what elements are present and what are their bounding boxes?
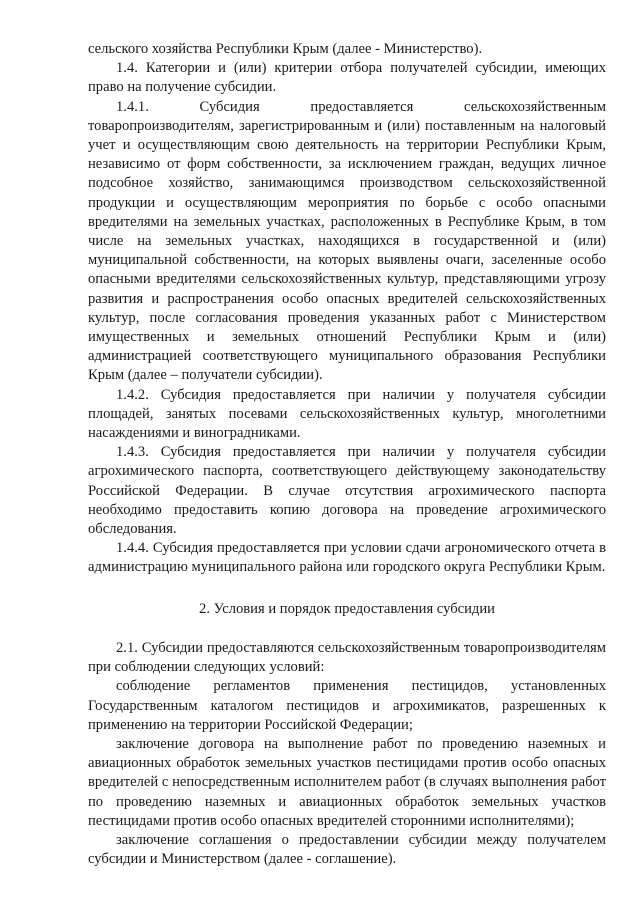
paragraph-continuation: сельского хозяйства Республики Крым (далее - Министерство).: [88, 41, 483, 57]
condition-works-contract: заключение договора на выполнение работ по проведению наземных и авиационных обработок земельных участков пестицидами против особо опасных вредителей с непосредственным исполнителем работ (в случаях выполнения работ по проведению наземных и авиационных обработок земельных участков пестицидами против особо опасных вредителей сторонними исполнителями);: [88, 735, 606, 829]
condition-subsidy-agreement: заключение соглашения о предоставлении субсидии между получателем субсидии и Министерством (далее - соглашение).: [88, 831, 606, 868]
paragraph-1-4-1: 1.4.1. Субсидия предоставляется сельскохозяйственным товаропроизводителям, зарегистрированным и (или) поставленным на налоговый учет и осуществляющим свою деятельность на территории Республики Крым, независимо от форм собственности, за исключением граждан, ведущих личное подсобное хозяйство, занимающимся производством сельскохозяйственной продукции и осуществляющим мероприятия по борьбе с особо опасными вредителями на земельных участках, расположенных в Республике Крым, в том числе на земельных участках, находящихся в государственной и (или) муниципальной собственности, на которых выявлены очаги, заселенные особо опасными вредителями сельскохозяйственных культур, представляющими угрозу развития и распространения особо опасных вредителей сельскохозяйственных культур, после согласования проведения указанных работ с Министерством имущественных и земельных отношений Республики Крым и (или) администрацией соответствующего муниципального образования Республики Крым (далее – получатели субсидии).: [88, 98, 606, 384]
paragraph-1-4-4: 1.4.4. Субсидия предоставляется при условии сдачи агрономического отчета в администрацию муниципального района или городского округа Республики Крым.: [88, 540, 606, 576]
condition-pesticide-regulations: соблюдение регламентов применения пестицидов, установленных Государственным каталогом пестицидов и агрохимикатов, разрешенных к применению на территории Российской Федерации;: [88, 678, 606, 733]
paragraph-2-1: 2.1. Субсидии предоставляются сельскохозяйственным товаропроизводителям при соблюдении следующих условий:: [88, 639, 606, 676]
paragraph-1-4-3: 1.4.3. Субсидия предоставляется при наличии у получателя субсидии агрохимического паспорта, соответствующего действующему законодательству Российской Федерации. В случае отсутствия агрохимического паспорта необходимо предоставить копию договора на проведение агрохимического обследования.: [88, 444, 606, 538]
paragraph-1-4-2: 1.4.2. Субсидия предоставляется при наличии у получателя субсидии площадей, занятых посевами сельскохозяйственных культур, многолетними насаждениями и виноградниками.: [88, 386, 606, 442]
paragraph-1-4: 1.4. Категории и (или) критерии отбора получателей субсидии, имеющих право на получение субсидии.: [88, 60, 606, 96]
section-heading: 2. Условия и порядок предоставления субсидии: [199, 600, 495, 617]
